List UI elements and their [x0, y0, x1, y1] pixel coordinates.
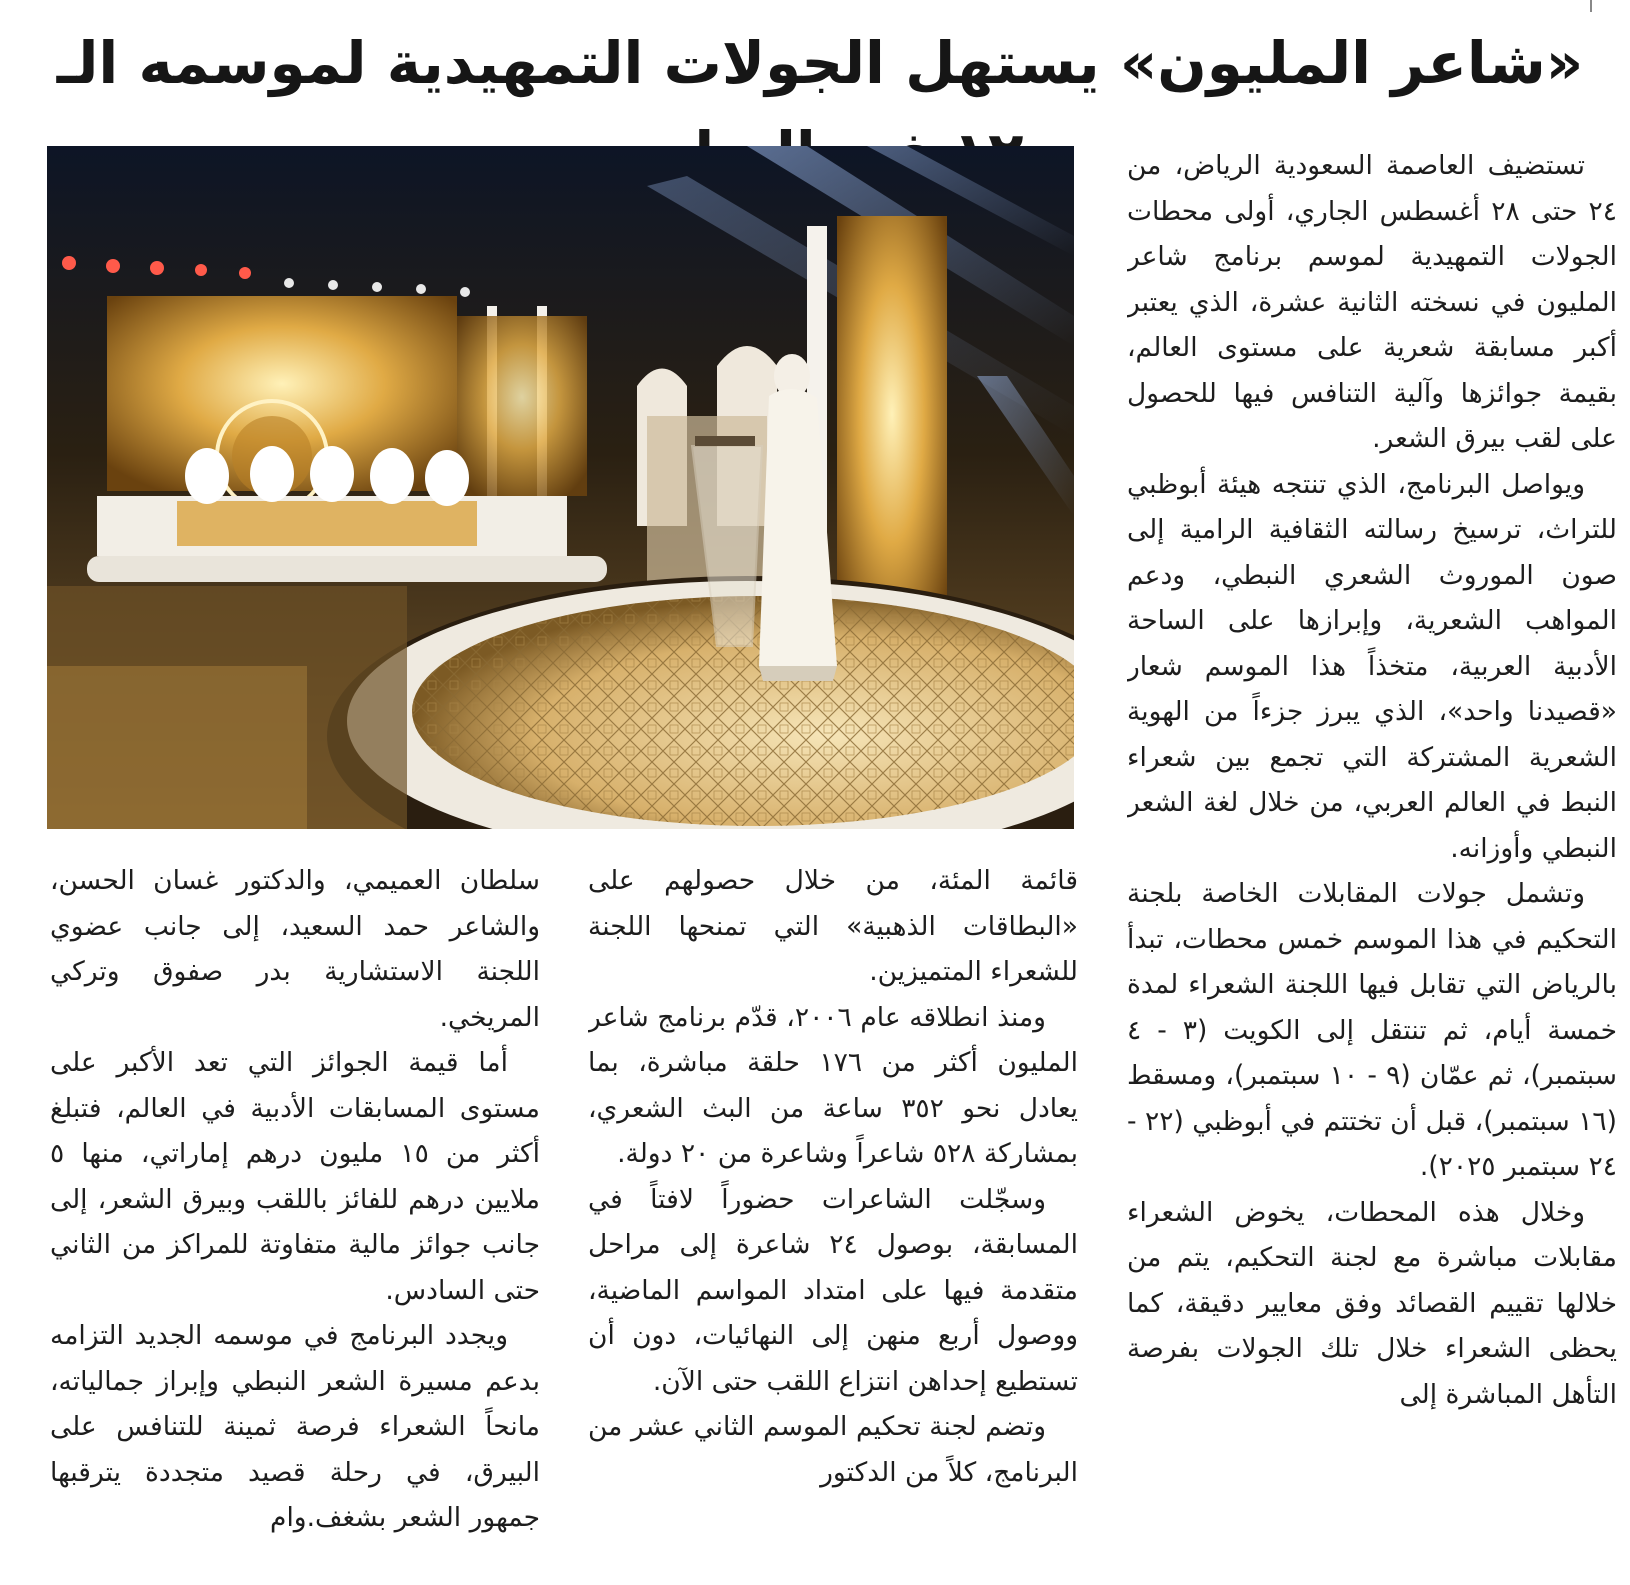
paragraph: ومنذ انطلاقه عام ٢٠٠٦، قدّم برنامج شاعر المليون أكثر من ١٧٦ حلقة مباشرة، بما يعادل نحو ٣٥٢ ساعة من البث الشعري، بمشاركة ٥٢٨ شاعراً وشاعرة من ٢٠ دولة.	[588, 1001, 1078, 1169]
paragraph: ويجدد البرنامج في موسمه الجديد التزامه بدعم مسيرة الشعر النبطي وإبراز جمالياته، مانحاً الشعراء فرصة ثمينة للتنافس على البيرق، في رحلة قصيد متجددة يترقبها جمهور الشعر بشغف.وام	[50, 1320, 540, 1533]
paragraph: وتشمل جولات المقابلات الخاصة بلجنة التحكيم في هذا الموسم خمس محطات، تبدأ بالرياض التي تقابل فيها اللجنة الشعراء لمدة خمسة أيام، ثم تنتقل إلى الكويت (٣ - ٤ سبتمبر)، ثم عمّان (٩ - ١٠ سبتمبر)، ومسقط (١٦ سبتمبر)، قبل أن تختتم في أبوظبي (٢٢ - ٢٤ سبتمبر ٢٠٢٥).	[1127, 878, 1617, 1182]
article-headline: «شاعر المليون» يستهل الجولات التمهيدية لموسمه الـ	[56, 29, 1584, 97]
article-column-right	[1127, 143, 1617, 1573]
article-column-left	[50, 858, 540, 1573]
paragraph: سلطان العميمي، والدكتور غسان الحسن، والشاعر حمد السعيد، إلى جانب عضوي اللجنة الاستشارية بدر صفوق وتركي المريخي.	[50, 865, 540, 1033]
article-column-middle	[588, 858, 1078, 1573]
studio-stage-image	[47, 146, 1074, 829]
paragraph: ويواصل البرنامج، الذي تنتجه هيئة أبوظبي للتراث، ترسيخ رسالته الثقافية الرامية إلى صون الموروث الشعري النبطي، ودعم المواهب الشعرية، وإبرازها على الساحة الأدبية العربية، متخذاً هذا الموسم شعار «قصيدنا واحد»، الذي يبرز جزءاً من الهوية الشعرية المشتركة التي تجمع بين شعراء النبط في العالم العربي، من خلال لغة الشعر النبطي وأوزانه.	[1127, 468, 1617, 864]
page-edge-mark	[1590, 0, 1592, 12]
paragraph: تستضيف العاصمة السعودية الرياض، من ٢٤ حتى ٢٨ أغسطس الجاري، أولى محطات الجولات التمهيدية لموسم برنامج شاعر المليون في نسخته الثانية عشرة، الذي يعتبر أكبر مسابقة شعرية على مستوى العالم، بقيمة جوائزها وآلية التنافس فيها للحصول على لقب بيرق الشعر.	[1127, 150, 1617, 454]
paragraph: قائمة المئة، من خلال حصولهم على «البطاقات الذهبية» التي تمنحها اللجنة للشعراء المتميزين.	[588, 865, 1078, 987]
paragraph: وتضم لجنة تحكيم الموسم الثاني عشر من البرنامج، كلاً من الدكتور	[588, 1411, 1078, 1488]
paragraph: وسجّلت الشاعرات حضوراً لافتاً في المسابقة، بوصول ٢٤ شاعرة إلى مراحل متقدمة فيها على امتداد المواسم الماضية، ووصول أربع منهن إلى النهائيات، دون أن تستطيع إحداهن انتزاع اللقب حتى الآن.	[588, 1183, 1078, 1397]
article-photo	[47, 146, 1074, 829]
paragraph: أما قيمة الجوائز التي تعد الأكبر على مستوى المسابقات الأدبية في العالم، فتبلغ أكثر من ١٥ مليون درهم إماراتي، منها ٥ ملايين درهم للفائز باللقب وبيرق الشعر، إلى جانب جوائز مالية متفاوتة للمراكز من الثاني حتى السادس.	[50, 1047, 540, 1306]
paragraph: وخلال هذه المحطات، يخوض الشعراء مقابلات مباشرة مع لجنة التحكيم، يتم من خلالها تقييم القصائد وفق معايير دقيقة، كما يحظى الشعراء خلال تلك الجولات بفرصة التأهل المباشرة إلى	[1127, 1196, 1617, 1410]
